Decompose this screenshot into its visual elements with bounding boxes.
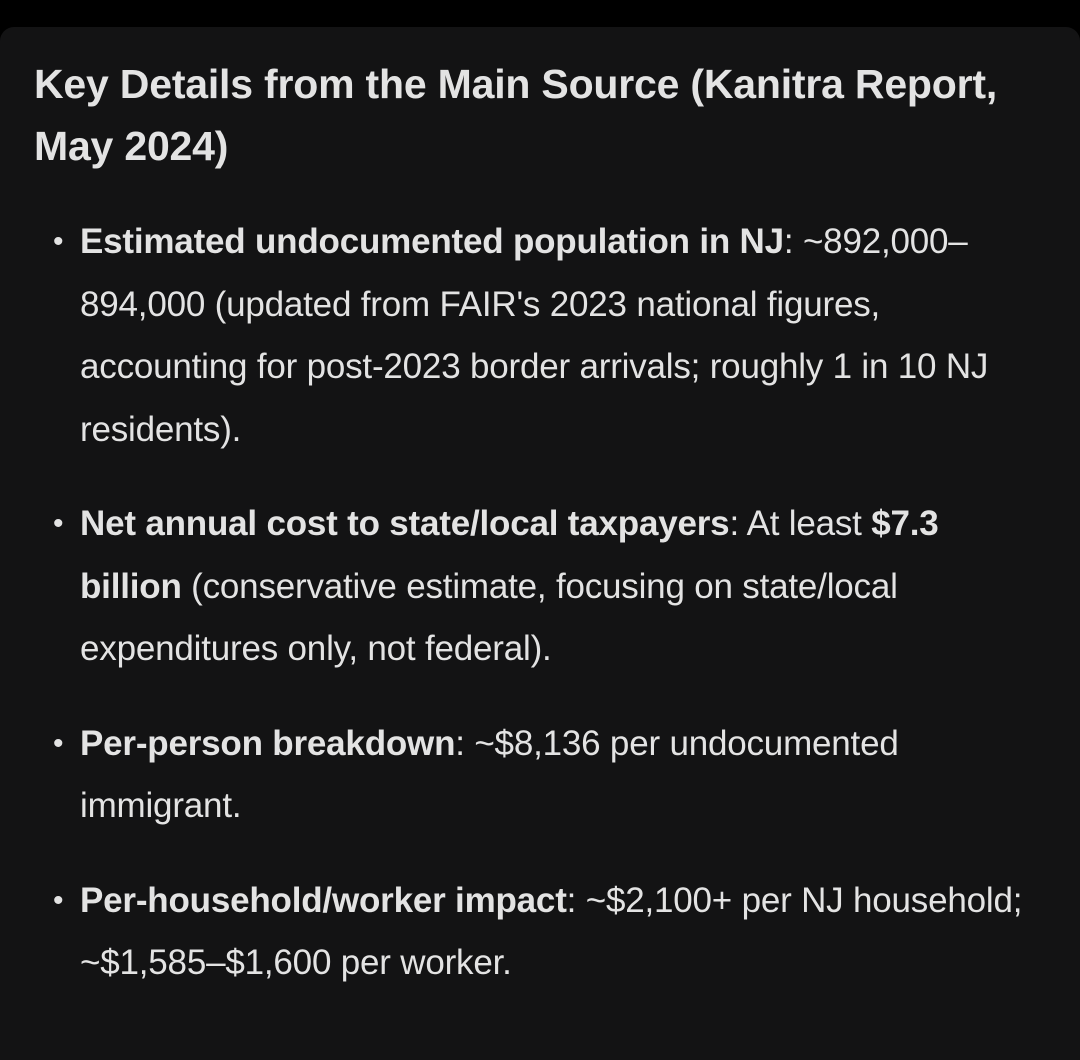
item-label: Per-person breakdown [80, 723, 456, 763]
item-text: ~$8,136 per undocumented immigrant. [80, 723, 899, 825]
item-text: At least [738, 504, 872, 543]
item-separator: : [455, 723, 465, 763]
list-item-net-cost [34, 493, 1046, 681]
item-tail: (conservative estimate, focusing on state/local expenditures only, not federal). [80, 566, 898, 668]
details-list [34, 211, 1046, 995]
list-item-population [34, 211, 1046, 461]
section-heading: Key Details from the Main Source (Kanitra Report, May 2024) [34, 61, 998, 169]
list-item-household-impact [34, 870, 1046, 995]
list-item-per-person [34, 713, 1046, 838]
bullet-icon: • [53, 225, 64, 258]
item-label: Net annual cost to state/local taxpayers [80, 504, 730, 543]
item-text: ~$2,100+ per NJ household; ~$1,585–$1,600 per worker. [80, 880, 1023, 982]
bullet-icon: • [53, 883, 64, 917]
top-bar [0, 0, 1080, 27]
item-text: ~892,000–894,000 (updated from FAIR's 2023 national figures, accounting for post-2023 border arrivals; roughly 1 in 10 NJ residents). [80, 222, 989, 449]
bullet-icon: • [53, 726, 64, 760]
item-separator: : [729, 504, 739, 543]
item-label: Per-household/worker impact [80, 880, 567, 920]
bullet-icon: • [53, 507, 64, 540]
item-label: Estimated undocumented population in NJ [80, 222, 784, 261]
item-separator: : [566, 880, 577, 920]
item-separator: : [783, 222, 794, 261]
item-highlight: $7.3 billion [80, 504, 939, 606]
response-card [0, 27, 1080, 1060]
